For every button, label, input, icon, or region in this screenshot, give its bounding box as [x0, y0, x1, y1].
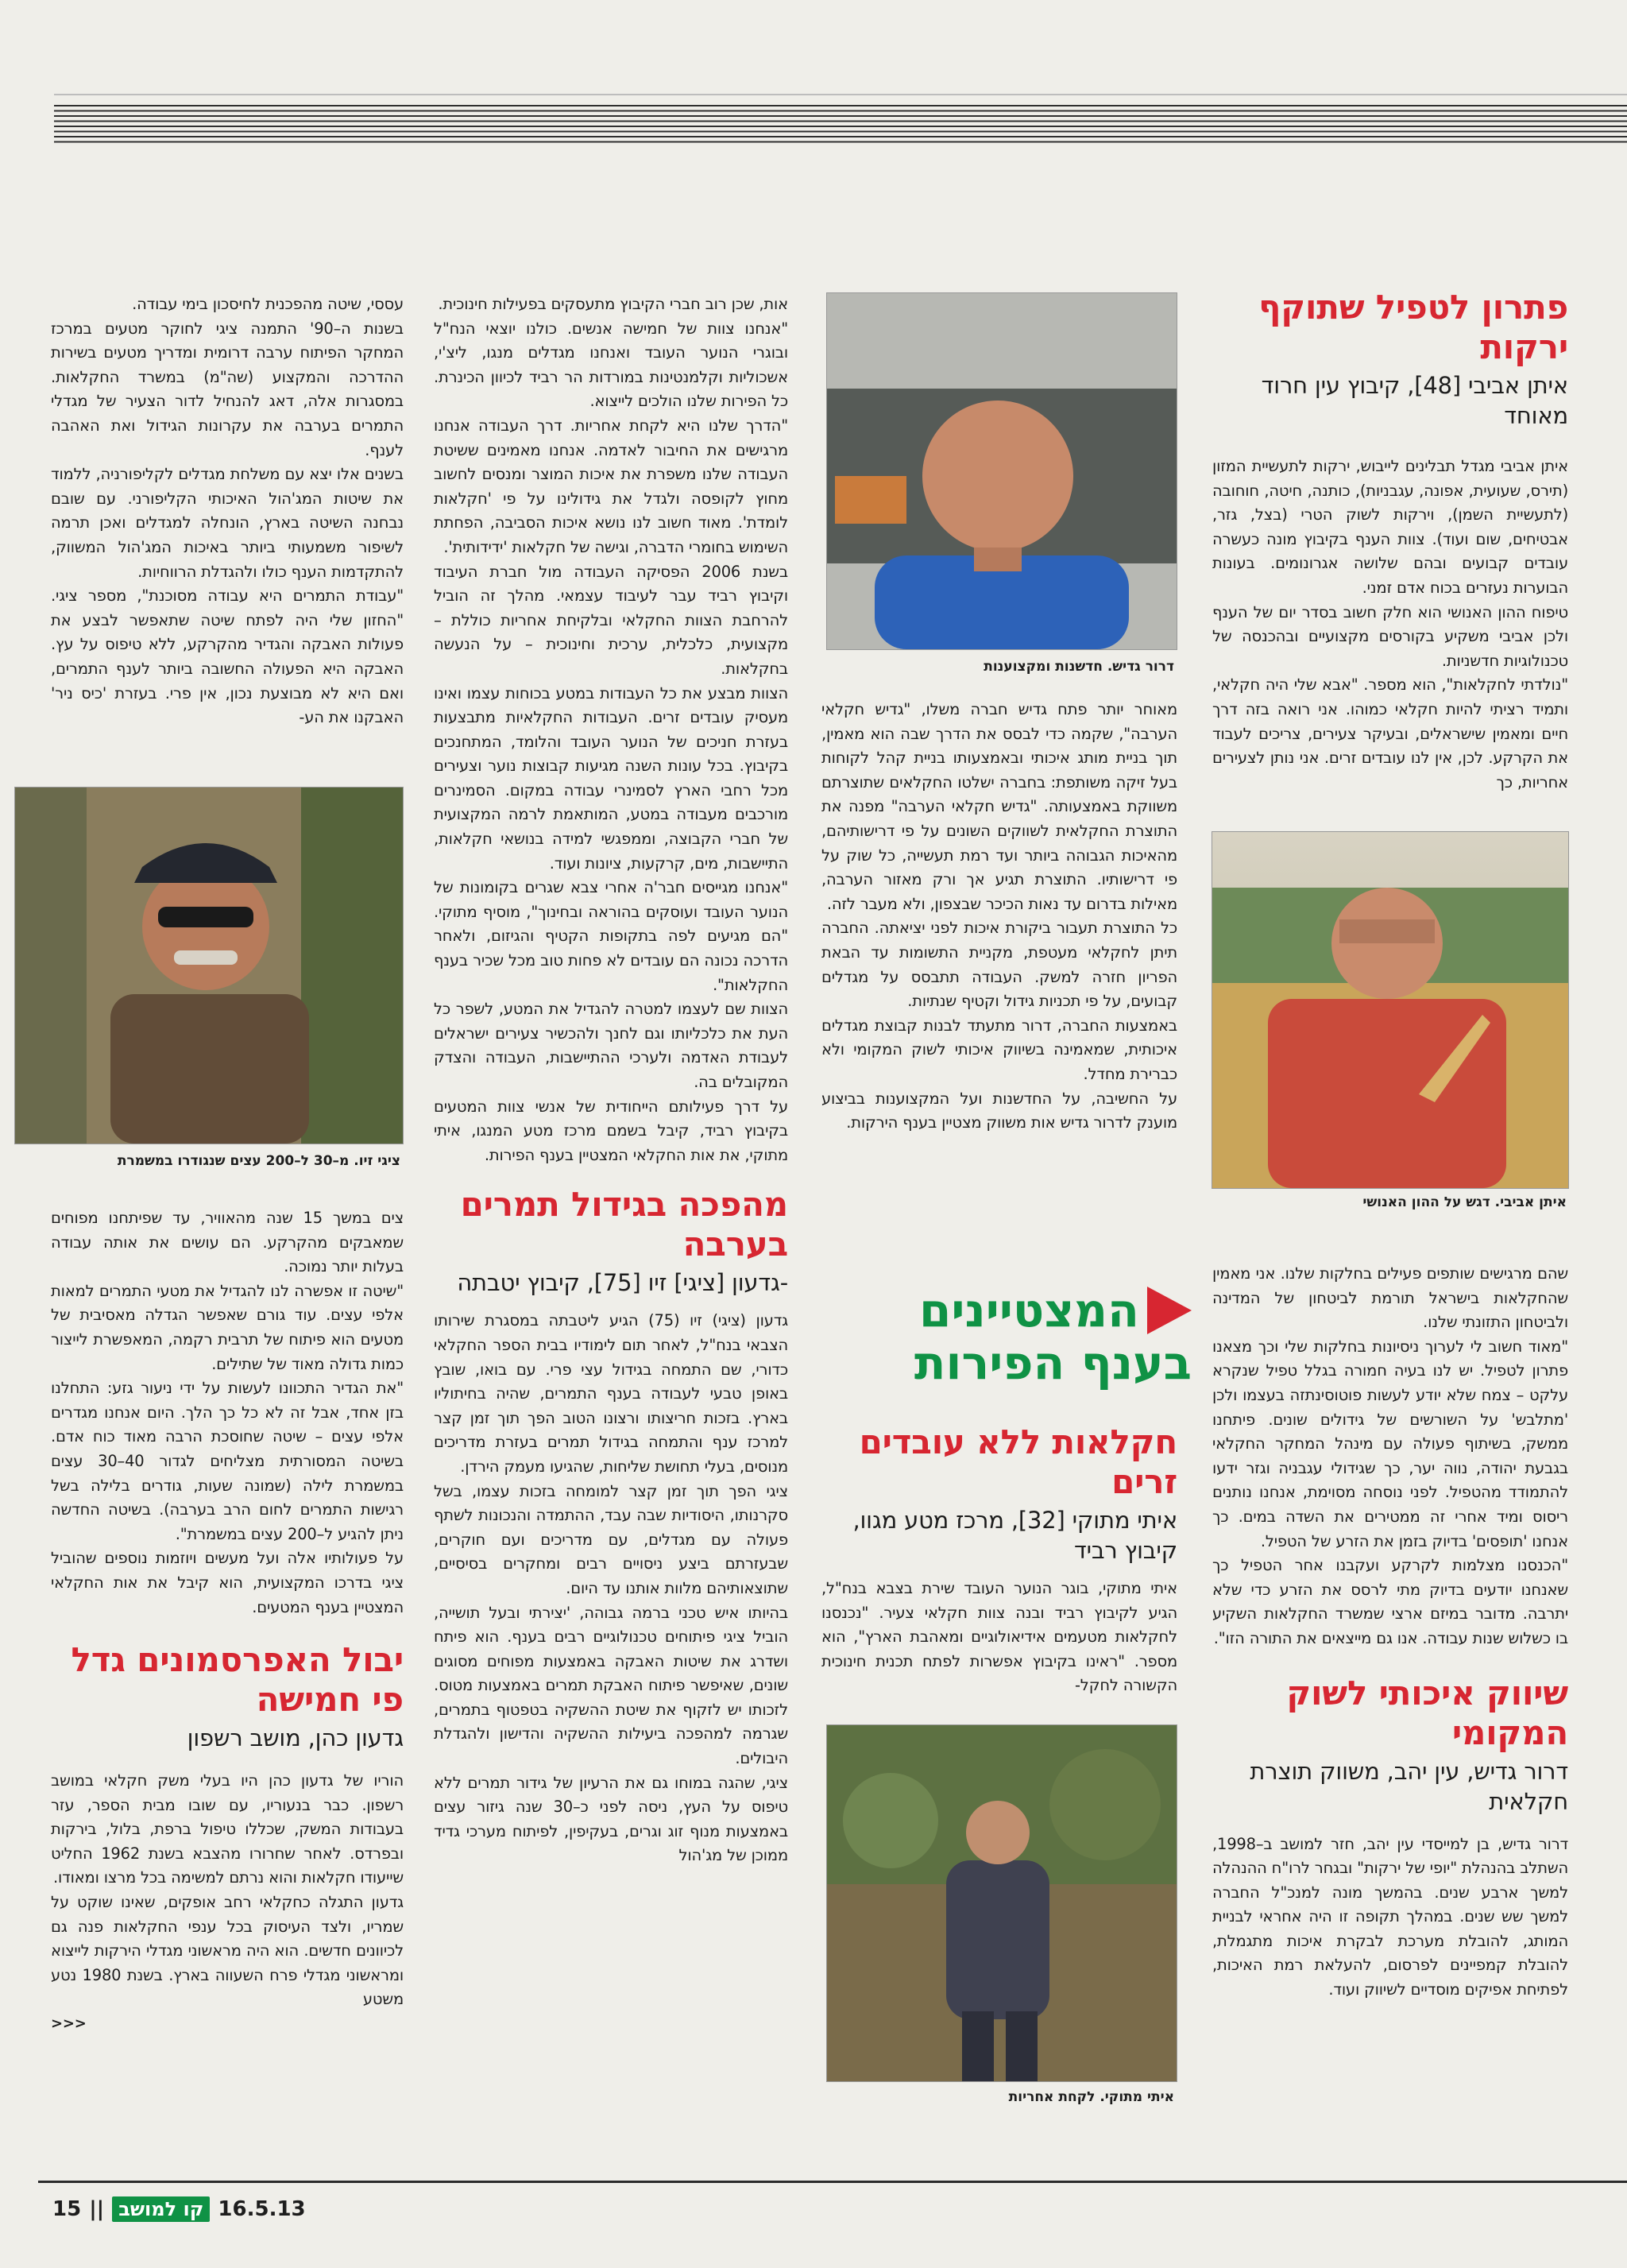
column-4 [1212, 288, 1568, 795]
headline-parasite: פתרון לטפיל שתוקף ירקות [1258, 288, 1568, 366]
headline-persimmons: יבול האפרסמונים גדל פי חמישה [71, 1640, 404, 1720]
issue-date: 16.5.13 [218, 2197, 306, 2221]
paragraph: דרור גדיש, בן למייסדי עין יהב, חזר למושב ב–1998, השתלב בהנהלת "יופי של ירקות" ובגחר לרו"ח ההנהלה למשך ארבע שנים. בהמשך מונה למנכ"ל החברה למשך שש שנים. במהלך תקופה זו היה אחראי לבניית המותג, להובלת מערכת לבקרת איכות מתגמלת, להובלת קמפיינים לפרסום, להעלאת רמת האיכות, לפתיחת אפיקים מוסדיים לשיווק ועוד. [1212, 1834, 1568, 1999]
paragraph: מאוחר יותר פתח גדיש חברה משלו, "גדיש חקלאי הערבה", שקמה כדי לבסס את הדרך שבה הוא מאמין, תוך בניית מותג איכותי ובאמצעותו בניית קהל לקוחות בעל זיקה משותפת: בחברה ישלטו החקלאים שתוצרתם משווקת באמצעותה. "גדיש חקלאי הערבה" מפנה את התוצרת החקלאית לשווקים השונים על פי דרישותיהם, מהאיכות הגבוהה ביותר ועד רמת תעשייה, כל שוק על פי דרישותיו. התוצרת תגיע אך ורק מאזור הערבה, מאילות בדרום עד נאות הכיכר שבצפון, ולא מעבר לזה. [821, 700, 1177, 913]
paragraph: בשנים אלו יצא עם משלחת מגדלים לקליפורניה, ללמוד את שיטות המג'הול האיכותי הקליפורני. עם שובם נבחנה השיטה בארץ, הונחלה למגדלים ואכן תרמה לשיפור משמעותי ביותר באיכות המג'הול המשווק, להתקדמות הענף כולו ולהגדלת הרווחיות. [51, 465, 404, 581]
byline-tzigi: -גדעון [ציגי] זיו [75], קיבוץ יטבתה [457, 1269, 788, 1297]
paragraph: אות, שכן רוב חברי הקיבוץ מתעסקים בפעילות חינוכית. [438, 295, 788, 313]
paragraph: בשנות ה–90' התמנה ציגי לחוקר מטעים במרכז המחקר הפיתוח ערבה דרומית ומדריך מטעים בשירות ההדרכה והמקצוע (שה"מ) במשרד החקלאות. במסגרות אלה, דאג להנחיל לדור הצעיר של מגדלי התמרים בערבה את עקרונות הגידול ואת האהבה לענף. [51, 319, 404, 459]
paragraph: הצוות שם לעצמו למטרה להגדיל את המטע, לשפר כל העת את כלכליותו וגם לחנך ולהכשיר צעירים ישראלים לעבודת האדמה ולערכי ההתיישבות, העבודה והצדק המקובלים בה. [434, 1000, 788, 1091]
column-1-lower [51, 1206, 404, 2037]
paragraph: הצוות מבצע את כל העבודות במטע בכוחות עצמו ואינו מעסיק עובדים זרים. העבודות החקלאיות מתבצעות בעזרת חניכים של הנוער העובד והלומד, המתחנכים בקיבוץ. בכל עונות השנה מגיעות קבוצות נוער וצעירים מכל רחבי הארץ לסמינרי עבודה במקום. הסמינרים מורכבים מעבודה במטע, המותאמת לרמה המקצועית של חברי הקבוצה, וממפגשי למידה בנושאי חקלאות, התיישבות, מים, קרקעות, ציונות ועוד. [434, 683, 788, 873]
byline-dror: דרור גדיש, עין יהב, משווק תוצרת חקלאית [1250, 1757, 1568, 1815]
column-2 [434, 292, 788, 1868]
photo-itai-matuki [826, 1724, 1177, 2082]
paragraph: בהיותו איש טכני ברמה גבוהה, 'יצירתי ובעל תושייה, הוביל ציגי פיתוחים טכנולוגיים רבים בענף. הוא פיתח ושדרג את שיטות האבקה באמצעות מפוחים מסוגים שונים, שאיפשר פיתוח האבקת תמרים באמצעות מטוס. לזכותו יש לזקוף את שיטת ההשקיה בטפטוף בתמרים, שגרמה למהפכה ביעילות ההשקיה והדישון ולהגדלת היבולים. [434, 1603, 788, 1768]
photo-dror-gadish [826, 292, 1177, 650]
paragraph: ציגי, שהגה במוחו גם את הרעיון של גידור תמרים ללא טיפוס על העץ, ניסה לפני כ–30 שנה גיזור עצים באמצעות מנוף זוג וגרים, בעקיפין, לפיתוח מערכי גדיד ממוכן של מג'הול [434, 1773, 788, 1865]
byline-eitan: איתן אביבי [48], קיבוץ עין חרוד מאוחד [1261, 372, 1568, 429]
footer-separator: || [89, 2197, 105, 2221]
headline-marketing: שיווק איכותי לשוק המקומי [1286, 1673, 1568, 1752]
paragraph: הוריו של גדעון כהן היו בעלי משק חקלאי במושב רשפון. כבר בנעוריו, עם שובו מבית הספר, עזר בעבודות המשק, שכללו טיפול ברפת, בלול, בירקות ובפרדס. לאחר שחרורו מהצבא בשנת 1962 החליט שייעודו חקלאות והוא נרתם למשימה בכל מרצו ומאודו. [51, 1771, 404, 1887]
paragraph: גדעון התגלה כחקלאי רחב אופקים, שאינו שוקט על שמריו, ולצד העיסוק בכל ענפי החקלאות פנה גם לכיוונים חדשים. הוא היה מראשוני מגדלי הירקות לייצוא ומראשוני מגדלי פרח השעווה בארץ. בשנת 1980 נטע משטע [51, 1893, 404, 2009]
caption-dror: דרור גדיש. חדשנות ומקצוענות [984, 659, 1174, 675]
paragraph: "מאוד חשוב לי לערוך ניסיונות בחלקות שלי וכך מצאנו פתרון לטפיל. יש לנו בעיה חמורה בגלל טפיל שנקרא עלקט – צמח שלא יודע לעשות פוטוסינתזה בעצמו ולכן 'מתלבש' על השורשים של גידולים שונים. פיתחנו ממשק, בשיתוף פעולה עם מינהל המחקר החקלאי בגבעת יהודה, נווה יער, כך שגידולי עגבניה וגזר ידעו להתמודד מהטפיל. לפני נוסחה מסוימת, אנחנו נותנים ריסוס ומיד אחרי זה ממטירים את השדה במים. כך אנחנו 'תופסים' בדיוק בזמן את הזרע של הטפיל. [1212, 1337, 1568, 1550]
header-rule [54, 94, 1627, 95]
column-3-lower [821, 1422, 1177, 1698]
column-1 [51, 292, 404, 730]
continued-marker: >>> [51, 2015, 87, 2033]
caption-eitan: איתן אביבי. דגש על ההון האנושי [1362, 1194, 1567, 1210]
paragraph: צים במשך 15 שנה מהאוויר, עד שפיתחנו מפוחים שמאבקים מהקרקע. הם עושים את אותה עבודה בעלות יותר נמוכה. [51, 1209, 404, 1276]
paragraph: איתי מתוקי, בוגר הנוער העובד שירת בצבא בנח"ל, הגיע לקיבוץ רביד ובנה צוות חקלאי צעיר. "נכנסנו לחקלאות מטעמים אידיאולוגיים ומאהבת הארץ", הוא מספר. "ראינו בקיבוץ אפשרות לפתח תכנית חינוכית הקשורה לחקל- [821, 1579, 1177, 1695]
banner-line-2: בענף הפירות [914, 1336, 1192, 1390]
paragraph: "נולדתי לחקלאות", הוא מספר. "אבא שלי היה חקלאי, ותמיד רציתי להיות חקלאי כמוהו. אני רואה בזה דרך חיים ומאמין שישראלים, ובעיקר צעירים, צריכים לעבוד את הקרקע. לכן, אין לנו עובדים זרים. אני נותן לצעירים אחריות, כך [1212, 675, 1568, 791]
footer [52, 2196, 306, 2222]
paragraph: "אנחנו מגייסים חבר'ה אחרי צבא שגרים בקומונות של הנוער העובד ועוסקים בהוראה ובחינוך", מוסיף מתוקי. "הם מגיעים לפה בתקופות הקטיף והגיזום, ולאחר הדרכה נכונה הם עובדים לא פחות טוב מכל שכיר בענף החקלאות". [434, 878, 788, 994]
paragraph: טיפוח ההון האנושי הוא חלק חשוב בסדר יום של הענף ולכן אביבי משקיע בקורסים מקצועיים ובהכנסה של טכנולוגיות חדשניות. [1212, 602, 1568, 670]
column-4-lower [1212, 1262, 1568, 2003]
headline-dates: מהפכה בגידול תמרים בערבה [460, 1185, 788, 1264]
paragraph: איתן אביבי מגדל תבלינים לייבוש, ירקות לתעשיית המזון (תירס, שעועית, אפונה, עגבניות), כותנה, חיטה, חוחובה (לתעשיית השמן), וירקות לשוק הטרי (בצל, גזר, אבטיחים, שום ועוד). צוות הענף בקיבוץ מונה כעשרה עובדים קבועים ובהם שלושה אגרונומים. בעונות הבוערות נעזרים בכוח אדם זמני. [1212, 457, 1568, 597]
paragraph: באמצעות החברה, דרור מתעתד לבנות קבוצת מגדלים איכותית, שמאמינה בשיווק איכותי לשוק המקומי ולא כברירת מחדל. [821, 1016, 1177, 1083]
photo-eitan-avivi [1212, 831, 1569, 1189]
paragraph: עססי, שיטה מהפכנית לחיסכון בימי עבודה. [132, 295, 404, 313]
photo-gideon-ziv [14, 787, 404, 1144]
headline-no-foreign: חקלאות ללא עובדים זרים [859, 1422, 1177, 1501]
column-3 [821, 698, 1177, 1136]
caption-itai: איתי מתוקי. לקחת אחריות [1008, 2089, 1174, 2105]
header-stripes [54, 105, 1627, 146]
banner-line-1: המצטיינים [919, 1283, 1139, 1337]
paragraph: "עבודת התמרים היא עבודה מסוכנת", מספר ציגי. "החזון שלי היה לפתח שיטה שתאפשר לבצע את פעולות האבקה והגדיר מהקרקע, ללא טיפוס על עץ. האבקה היא הפעולה החשובה ביותר לענף התמרים, ואם היא לא מבוצעת נכון, אין פרי. בעזרת 'כיס ניר' האבקנו את הע- [51, 586, 404, 727]
banner-excellence [875, 1284, 1192, 1389]
paragraph: "הכנסנו מצלמות לקרקע ועקבנו אחר הטפיל כך שאנחנו יודעים בדיוק מתי לרסס את הזרע כדי שלא יתרבה. מדובר במיזם ארצי שמשרד החקלאות השקיע בו כשלוש שנות עבודה. אנו גם מייצאים את התורה הזו". [1212, 1556, 1568, 1647]
caption-tzigi: ציגי זיו. מ–30 ל–200 עצים שנגודרו במשמרת [117, 1153, 400, 1169]
magazine-logo: קו למושב [112, 2196, 210, 2222]
paragraph: על דרך פעילותם הייחודית של אנשי צוות המטעים בקיבוץ רביד, קיבל בשמם מרכז מטע המנגו, איתי מתוקי, את אות החקלאי המצטיין בענף הפירות. [434, 1097, 788, 1164]
paragraph: "את הגדיר התכוונו לעשות על ידי ניעור גזע: התחלנו בזן אחד, אבל זה לא כל כך הלך. היום אנחנו מגדרים אלפי עצים – שיטה שחוסכת הרבה מאוד כוח אדם. בשיטה המסורתית מצליחים לגדור 40–30 עצים במשמרת לילה (שמונה שעות, גודרים בלילה בשל רגישות התמרים לחום הרב בערבה). בשיטה החדשה ניתן להגיע ל–200 עצים במשמרת". [51, 1379, 404, 1543]
arrow-icon [1147, 1287, 1192, 1334]
paragraph: בשנת 2006 הפסיקה העבודה מול חברת העיבוד וקיבוץ רביד עבר לעיבוד עצמאי. מהלך זה הוביל להרחבת הצוות החקלאי ובלקיחת אחריות כוללת – מקצועית, כלכלית, ערכית וחינוכית – על הנעשה בחקלאות. [434, 562, 788, 678]
paragraph: ציגי הפך תוך זמן קצר למומחה בזכות עצמו, בשל סקרנותו, היסודיות שבה עבד, ההתמדה והנכונות לשתף פעולה עם מגדלים, עם מדריכים ועם חוקרים, שבעזרתם ביצע ניסויים רבים ומחקרים בסיסיים, שתוצאותיהם מלוות אותנו עד היום. [434, 1481, 788, 1597]
paragraph: "אנחנו צוות של חמישה אנשים. כולנו יוצאי הנח"ל ובוגרי הנוער העובד ואנחנו מגדלים מנגו, ליצ'י, אשכוליות וקלמנטינות במורדות הר רביד לכיוון הכינרת. כל הפירות שלנו הולכים לייצוא. [434, 319, 788, 411]
paragraph: גדעון (ציגי) זיו (75) הגיע ליטבתה במסגרת שירותו הצבאי בנח"ל, לאחר תום לימודיו בבית הספר החקלאי כדורי, שם התמחה בגידול עצי פרי. עם בואו, שובץ באופן טבעי לעבודה בענף התמרים, שהיה בחיתוליו בארץ. בזכות חריצותו ורצונו הטוב הפך תוך זמן קצר למרכז ענף והתמחה בגידול תמרים בעזרת מדריכים מנוסים, בעלי תחושת שליחות, שהגיעו מעמק הירדן. [434, 1311, 788, 1476]
byline-itai: איתי מתוקי [32], מרכז מטע מגוו, קיבוץ רביד [852, 1507, 1177, 1564]
paragraph: על החשיבה, על החדשנות ועל המקצוענות בביצוע מוענק לדרור גדיש אות משווק מצטיין בענף הירקות. [821, 1089, 1177, 1132]
paragraph: כל התוצרת תעבור ביקורת איכות לפני יציאתה. החברה תיתן לחקלאי מעטפת, מקניית התשומות עד הבאת הפריון חזרה למשק. העבודה תתבסס על מגדלים קבועים, על פי תכניות גידול וקטיף שנתיות. [821, 919, 1177, 1011]
paragraph: שהם מרגישים שותפים פעילים בחלקות שלנו. אני מאמין שהחקלאות בישראל תורמת לביטחון של המדינה ולביטחון התזונתי שלנו. [1212, 1264, 1568, 1332]
paragraph: על פעולותיו אלה ועל מעשים ויוזמות נוספים שהוביל ציגי בדרכו המקצועית, הוא קיבל את אות החקלאי המצטיין בענף המטעים. [51, 1549, 404, 1616]
byline-gideon-cohen: גדעון כהן, מושב רשפון [187, 1724, 404, 1752]
paragraph: "הדרך שלנו היא לקחת אחריות. דרך העבודה אנחנו מרגישים את החיבור לאדמה. אנחנו מאמינים ששיטת העבודה שלנו משפרת את איכות המוצר ומנסים לחשוב מחוץ לקופסה ולגדל את גידולינו על פי 'חקלאות לומדת'. מאוד חשוב לנו נושא איכות הסביבה, הפחתת השימוש בחומרי הדברה, וגישה של חקלאות 'ידידותית'. [434, 416, 788, 556]
page-number: 15 [52, 2197, 82, 2221]
paragraph: "שיטה זו אפשרה לנו להגדיל את מטעי התמרים למאות אלפי עצים. עוד גורם שאפשר הגדלה מאסיבית של מטעים הוא פיתוח של תרבית רקמה, המאפשרת לייצור כמות גדולה מאוד של שתילים. [51, 1281, 404, 1373]
footer-rule [38, 2181, 1627, 2183]
